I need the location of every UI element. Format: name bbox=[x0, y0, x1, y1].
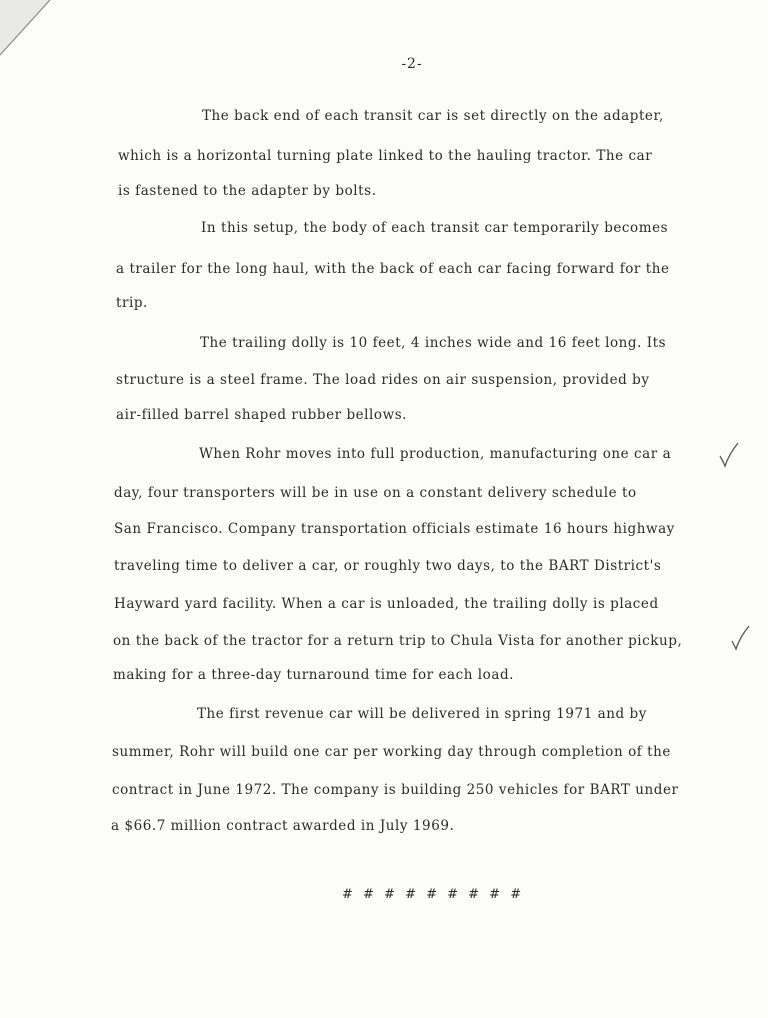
text-line: The first revenue car will be delivered in spring 1971 and by bbox=[197, 706, 647, 722]
text-line: The trailing dolly is 10 feet, 4 inches wide and 16 feet long. Its bbox=[200, 335, 667, 351]
text-line: traveling time to deliver a car, or roughly two days, to the BART District's bbox=[114, 558, 662, 574]
text-line: a $66.7 million contract awarded in July 1969. bbox=[111, 818, 455, 834]
text-line: trip. bbox=[116, 295, 148, 311]
text-line: on the back of the tractor for a return trip to Chula Vista for another pickup, bbox=[113, 633, 683, 649]
text-line: The back end of each transit car is set directly on the adapter, bbox=[202, 108, 664, 124]
end-marks: # # # # # # # # # bbox=[342, 887, 525, 902]
checkmark-icon bbox=[718, 442, 740, 468]
text-line: When Rohr moves into full production, manufacturing one car a bbox=[199, 446, 672, 462]
text-line: contract in June 1972. The company is building 250 vehicles for BART under bbox=[112, 782, 679, 798]
page-number: -2- bbox=[401, 56, 423, 72]
text-line: structure is a steel frame. The load rides on air suspension, provided by bbox=[116, 372, 650, 388]
text-line: a trailer for the long haul, with the back of each car facing forward for the bbox=[116, 261, 670, 277]
text-line: In this setup, the body of each transit car temporarily becomes bbox=[201, 220, 669, 236]
text-line: air-filled barrel shaped rubber bellows. bbox=[116, 407, 408, 423]
text-line: Hayward yard facility. When a car is unloaded, the trailing dolly is placed bbox=[114, 596, 659, 612]
text-line: is fastened to the adapter by bolts. bbox=[118, 183, 377, 199]
folded-corner bbox=[0, 0, 60, 60]
text-line: San Francisco. Company transportation officials estimate 16 hours highway bbox=[114, 521, 675, 537]
text-line: day, four transporters will be in use on a constant delivery schedule to bbox=[114, 485, 637, 501]
checkmark-icon bbox=[730, 625, 752, 651]
text-line: summer, Rohr will build one car per working day through completion of the bbox=[112, 744, 671, 760]
text-line: making for a three-day turnaround time for each load. bbox=[113, 667, 514, 683]
text-line: which is a horizontal turning plate linked to the hauling tractor. The car bbox=[118, 148, 653, 164]
